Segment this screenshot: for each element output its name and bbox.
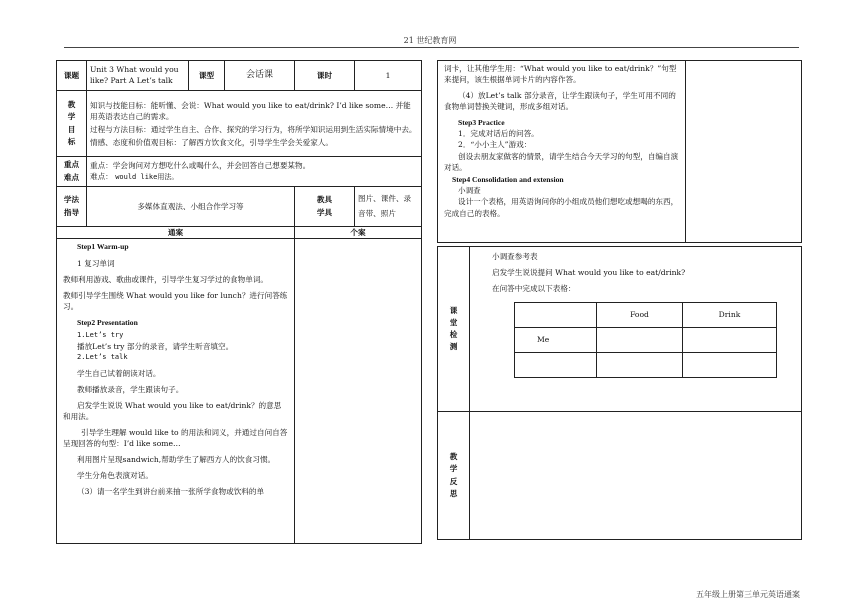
- lesson-plan-table-right-top: [437, 60, 802, 243]
- check-p3: 在问答中完成以下表格：: [492, 283, 576, 293]
- survey-cell[interactable]: [597, 328, 683, 353]
- check-content: [470, 247, 802, 412]
- step2-p1: 1.Let’s try: [77, 331, 124, 340]
- step1-p2: 教师利用游戏、歌曲或课件，引导学生复习学过的食物单词。: [63, 275, 269, 285]
- goals-label: 教 学 目 标: [57, 91, 87, 157]
- step1-title: Step1 Warm-up: [77, 242, 129, 252]
- step2-p6: 启发学生说说 What would you like to eat/drink？的意思和用法。: [63, 400, 282, 421]
- period-value: 1: [355, 61, 422, 91]
- survey-header-food: Food: [597, 303, 683, 328]
- reflection-label: 教 学 反 思: [438, 412, 470, 540]
- reflection-row: [438, 412, 802, 540]
- step4-p2: 设计一个表格，用英语询问你的小组成员他们想吃或想喝的东西，完成自己的表格。: [444, 197, 679, 218]
- continued-common-content: [438, 61, 686, 243]
- reflection-content[interactable]: [470, 412, 802, 540]
- check-row: [438, 247, 802, 412]
- survey-cell-me: Me: [515, 328, 597, 353]
- continued-p1: 词卡，让其他学生用：“What would you like to eat/drink？”句型来提问，该生根据单词卡片的内容作答。: [444, 64, 677, 85]
- step3-p1: 1．完成对话后的问答。: [458, 128, 539, 138]
- plan-common-content: [57, 239, 295, 544]
- survey-row: [515, 328, 777, 353]
- survey-header-drink: Drink: [683, 303, 777, 328]
- key-content: [87, 157, 422, 187]
- step4-title: Step4 Consolidation and extension: [452, 174, 564, 184]
- method-row: [57, 187, 422, 227]
- step1-p3: 教师引导学生围绕 What would you like for lunch？进行问答练习。: [63, 291, 288, 312]
- site-header: 21 世纪教育网: [403, 36, 457, 45]
- type-value: 会话课: [225, 61, 295, 91]
- step3-p3: 创设去朋友家做客的情景，请学生结合今天学习的句型，自编自演对话。: [444, 151, 679, 173]
- step2-p3: 2.Let’s talk: [77, 352, 128, 361]
- header-rule: [64, 47, 799, 48]
- step2-p5: 教师播放录音，学生跟读句子。: [77, 384, 184, 394]
- plan-individual-header: 个案: [295, 227, 422, 239]
- title-row: [57, 61, 422, 91]
- step1-p1: 1 复习单词: [77, 259, 115, 269]
- plan-common-header: 通案: [57, 227, 295, 239]
- survey-cell[interactable]: [683, 328, 777, 353]
- period-label: 课时: [295, 61, 355, 91]
- tools-label: 教具 学具: [295, 187, 355, 227]
- step2-p4: 学生自己试着朗读对话。: [77, 368, 161, 378]
- continued-p2: （4）放Let’s talk 部分录音，让学生跟读句子，学生可用不同的食物单词替换关键词，形成多组对话。: [444, 90, 676, 112]
- step2-p8: 利用图片呈现sandwich,帮助学生了解西方人的饮食习惯。: [77, 454, 276, 464]
- step2-title: Step2 Presentation: [77, 318, 138, 328]
- survey-table: [514, 302, 777, 378]
- goal-process: 过程与方法目标：通过学生自主、合作、探究的学习行为，将所学知识运用到生活实际情境中去。: [90, 124, 417, 134]
- survey-header-row: [515, 303, 777, 328]
- step2-p7: 引导学生理解 would like to 的用法和词义，并通过自问自答呈现回答的句型：I’d like some…: [63, 427, 288, 448]
- check-p2: 启发学生说说提问 What would you like to eat/drink?: [492, 267, 686, 277]
- survey-cell[interactable]: [683, 353, 777, 378]
- step3-p2: 2．“小小主人”游戏：: [458, 140, 532, 150]
- step2-p9: 学生分角色表演对话。: [77, 470, 153, 480]
- lesson-plan-table-left: [56, 60, 422, 544]
- check-p1: 小调查参考表: [492, 252, 538, 261]
- title-label: 课题: [57, 61, 87, 91]
- key-row: [57, 157, 422, 187]
- footer-caption: 五年级上册第三单元英语通案: [696, 590, 800, 599]
- goals-content: [87, 91, 422, 157]
- survey-cell[interactable]: [515, 353, 597, 378]
- type-label: 课型: [189, 61, 225, 91]
- survey-header-cell: [515, 303, 597, 328]
- tools-value: 图片、课件、录音带、照片: [355, 187, 422, 227]
- goal-knowledge: 知识与技能目标：能听懂、会说：What would you like to eat/drink? I’d like some… 并能用英语表达自己的需求。: [90, 100, 411, 121]
- plan-individual-content: [295, 239, 422, 544]
- difficulty: 难点： would like用法。: [90, 172, 179, 182]
- method-value: 多媒体直观法、小组合作学习等: [87, 187, 295, 227]
- step4-p1: 小调查: [458, 185, 481, 195]
- goals-row: [57, 91, 422, 157]
- continued-individual-content: [686, 61, 802, 243]
- plan-body-row: [57, 239, 422, 544]
- step2-p10: （3）请一名学生到讲台前来抽一张所学食物或饮料的单: [77, 486, 265, 496]
- title-value: Unit 3 What would you like? Part A Let’s talk: [87, 61, 189, 91]
- survey-cell[interactable]: [597, 353, 683, 378]
- step3-title: Step3 Practice: [458, 117, 505, 127]
- survey-row: [515, 353, 777, 378]
- method-label: 学法 指导: [57, 187, 87, 227]
- key-label: 重点 难点: [57, 157, 87, 187]
- step2-p2: 播放Let’s try 部分的录音，请学生听音填空。: [77, 341, 234, 351]
- goal-emotion: 情感、态度和价值观目标：了解西方饮食文化，引导学生学会关爱家人。: [90, 137, 333, 147]
- check-label: 课 堂 检 测: [438, 247, 470, 412]
- plan-header-row: [57, 227, 422, 239]
- key-point: 重点：学会询问对方想吃什么或喝什么，并会回答自己想要某物。: [90, 161, 311, 171]
- lesson-plan-table-right-bottom: [437, 246, 802, 540]
